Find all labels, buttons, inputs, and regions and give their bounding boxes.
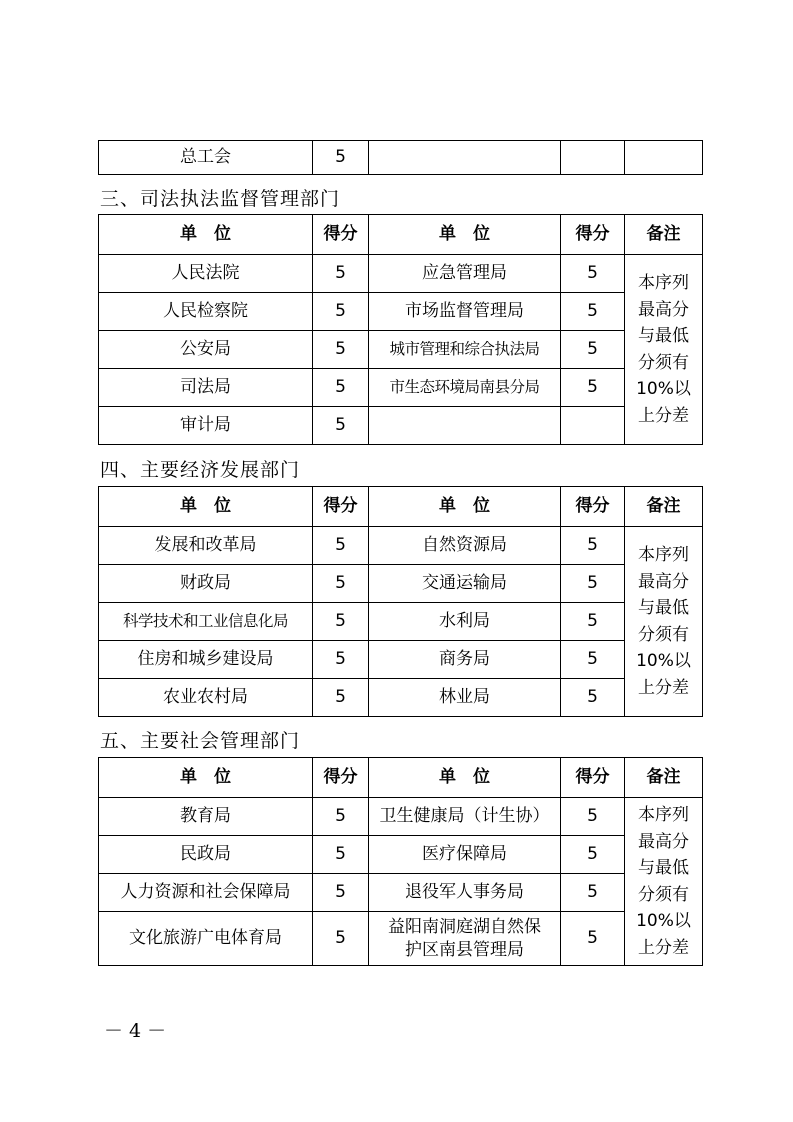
- unit-name: 司法局: [99, 369, 313, 407]
- unit-score: 5: [561, 912, 625, 966]
- unit-name: 水利局: [369, 603, 561, 641]
- header-unit: 单 位: [99, 758, 313, 798]
- unit-score: 5: [313, 874, 369, 912]
- note-line: 本序列: [638, 545, 689, 565]
- note-line: 上分差: [638, 937, 689, 958]
- note-cell: [625, 527, 703, 717]
- table-row: [99, 603, 703, 641]
- unit-score: 5: [561, 331, 625, 369]
- table-row: [99, 874, 703, 912]
- unit-name: 退役军人事务局: [369, 874, 561, 912]
- table-header-row: [99, 215, 703, 255]
- unit-score: [561, 407, 625, 445]
- unit-score: 5: [561, 293, 625, 331]
- table-section-3: [98, 214, 703, 445]
- note-line: 与最低: [638, 858, 689, 878]
- unit-name: 教育局: [99, 798, 313, 836]
- unit-name: 应急管理局: [369, 255, 561, 293]
- table-header-row: [99, 487, 703, 527]
- unit-name: 人民检察院: [99, 293, 313, 331]
- note-line: 上分差: [638, 677, 689, 698]
- unit-name: 总工会: [99, 141, 313, 175]
- header-score: 得分: [313, 215, 369, 255]
- table-row: [99, 527, 703, 565]
- section-title: 四、主要经济发展部门: [100, 459, 301, 481]
- note-line: 10%以: [636, 911, 691, 931]
- unit-name: 市生态环境局南县分局: [369, 369, 561, 407]
- unit-name: 人民法院: [99, 255, 313, 293]
- unit-name: 文化旅游广电体育局: [99, 912, 313, 966]
- unit-name: 商务局: [369, 641, 561, 679]
- unit-score: 5: [313, 798, 369, 836]
- unit-name: 人力资源和社会保障局: [99, 874, 313, 912]
- note-line: 10%以: [636, 651, 691, 671]
- header-note: 备注: [625, 758, 703, 798]
- unit-score: 5: [313, 565, 369, 603]
- table-continuation: [98, 140, 703, 175]
- unit-score: 5: [313, 141, 369, 175]
- unit-name: 农业农村局: [99, 679, 313, 717]
- unit-score: 5: [561, 874, 625, 912]
- unit-score: 5: [313, 255, 369, 293]
- unit-score: 5: [561, 255, 625, 293]
- table-row: [99, 565, 703, 603]
- note-line: 本序列: [638, 805, 689, 825]
- table-row: [99, 798, 703, 836]
- unit-name: [369, 912, 561, 966]
- unit-score: 5: [561, 603, 625, 641]
- unit-name: 发展和改革局: [99, 527, 313, 565]
- table-row: [99, 331, 703, 369]
- note-line: 与最低: [638, 598, 689, 618]
- unit-name: 民政局: [99, 836, 313, 874]
- table-section-5: [98, 757, 703, 966]
- unit-name: 审计局: [99, 407, 313, 445]
- unit-name-line: 护区南县管理局: [405, 939, 524, 960]
- header-unit: 单 位: [369, 758, 561, 798]
- header-score: 得分: [561, 215, 625, 255]
- unit-score: 5: [561, 798, 625, 836]
- unit-name: 财政局: [99, 565, 313, 603]
- unit-name-line: 益阳南洞庭湖自然保: [388, 916, 541, 937]
- unit-score: 5: [313, 641, 369, 679]
- table-row: [99, 141, 703, 175]
- note-line: 10%以: [636, 379, 691, 399]
- unit-name: 城市管理和综合执法局: [369, 331, 561, 369]
- unit-score: 5: [313, 407, 369, 445]
- header-unit: 单 位: [99, 215, 313, 255]
- unit-name: 医疗保障局: [369, 836, 561, 874]
- header-unit: 单 位: [369, 487, 561, 527]
- unit-name: 市场监督管理局: [369, 293, 561, 331]
- header-score: 得分: [561, 758, 625, 798]
- unit-score: 5: [313, 912, 369, 966]
- table-row: [99, 836, 703, 874]
- unit-score: 5: [561, 641, 625, 679]
- unit-name: 自然资源局: [369, 527, 561, 565]
- unit-name: 住房和城乡建设局: [99, 641, 313, 679]
- header-score: 得分: [313, 758, 369, 798]
- unit-name: 公安局: [99, 331, 313, 369]
- unit-score: 5: [313, 331, 369, 369]
- note-line: 最高分: [638, 831, 689, 852]
- header-note: 备注: [625, 487, 703, 527]
- unit-score: 5: [313, 369, 369, 407]
- unit-score: 5: [561, 565, 625, 603]
- note-cell: [625, 798, 703, 966]
- page-number: － 4 －: [104, 1020, 167, 1042]
- unit-score: 5: [313, 603, 369, 641]
- unit-score: 5: [561, 369, 625, 407]
- table-row: [99, 407, 703, 445]
- table-row: [99, 369, 703, 407]
- note-line: 最高分: [638, 299, 689, 320]
- header-note: 备注: [625, 215, 703, 255]
- note-line: 分须有: [638, 884, 689, 905]
- note-line: 分须有: [638, 624, 689, 645]
- note-line: 最高分: [638, 571, 689, 592]
- section-title: 三、司法执法监督管理部门: [100, 188, 341, 210]
- section-title: 五、主要社会管理部门: [100, 730, 301, 752]
- unit-score: 5: [313, 836, 369, 874]
- note-cell: [625, 255, 703, 445]
- note-line: 分须有: [638, 352, 689, 373]
- table-row: [99, 679, 703, 717]
- table-row: [99, 255, 703, 293]
- header-unit: 单 位: [99, 487, 313, 527]
- unit-score: 5: [313, 293, 369, 331]
- unit-name: 交通运输局: [369, 565, 561, 603]
- unit-name: 卫生健康局（计生协）: [369, 798, 561, 836]
- table-row: [99, 912, 703, 966]
- header-unit: 单 位: [369, 215, 561, 255]
- note-line: 与最低: [638, 326, 689, 346]
- header-score: 得分: [313, 487, 369, 527]
- table-row: [99, 293, 703, 331]
- unit-score: 5: [313, 679, 369, 717]
- unit-score: 5: [561, 836, 625, 874]
- table-section-4: [98, 486, 703, 717]
- unit-score: 5: [313, 527, 369, 565]
- header-score: 得分: [561, 487, 625, 527]
- table-header-row: [99, 758, 703, 798]
- table-row: [99, 641, 703, 679]
- unit-score: 5: [561, 527, 625, 565]
- unit-name: [369, 407, 561, 445]
- unit-name: 林业局: [369, 679, 561, 717]
- note-line: 上分差: [638, 405, 689, 426]
- unit-name: 科学技术和工业信息化局: [99, 603, 313, 641]
- unit-score: 5: [561, 679, 625, 717]
- note-line: 本序列: [638, 273, 689, 293]
